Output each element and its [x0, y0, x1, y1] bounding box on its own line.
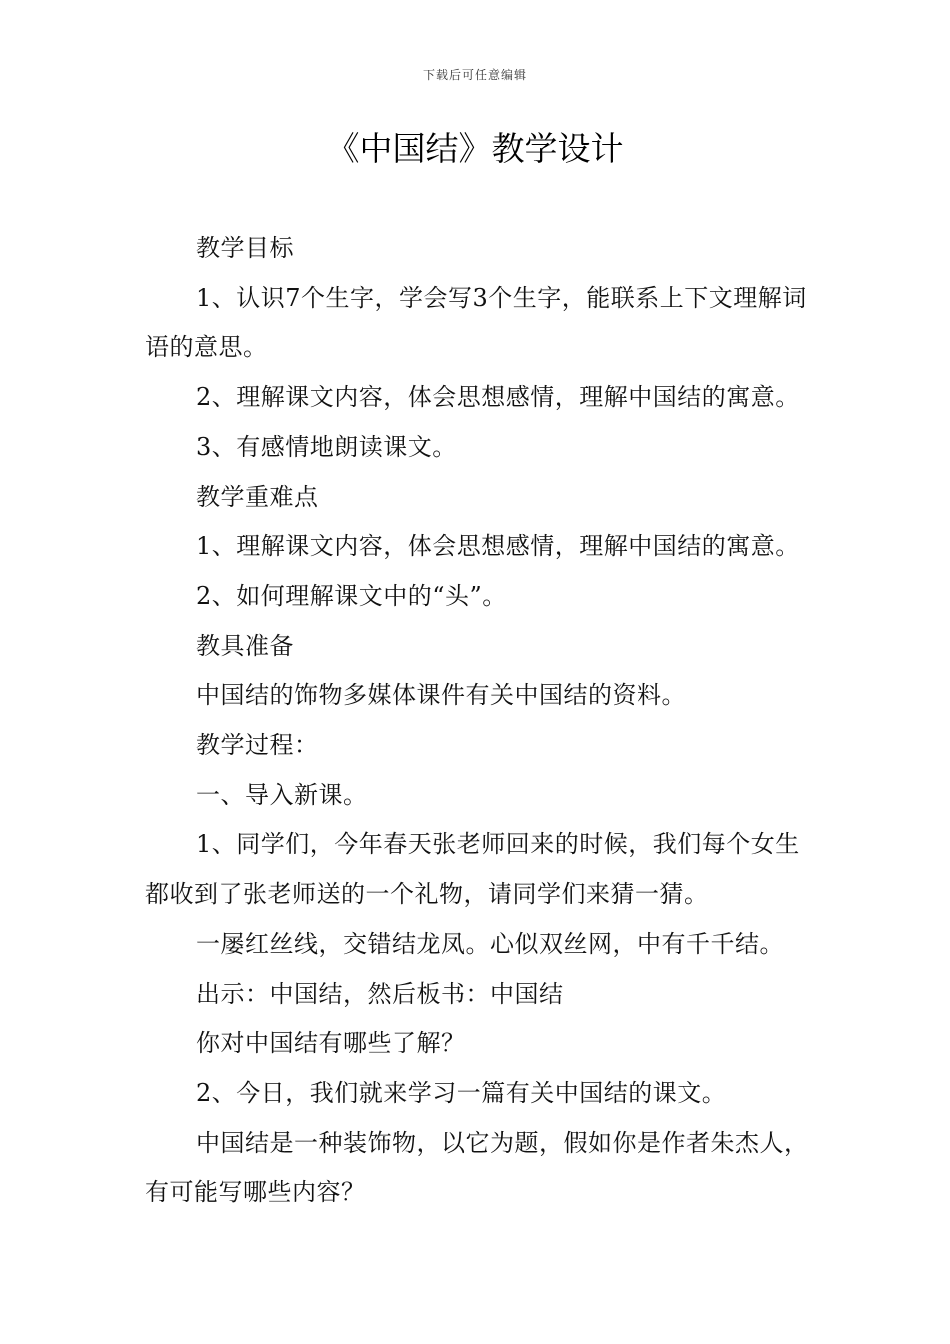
header-note: 下载后可任意编辑: [422, 68, 527, 82]
section-heading-objectives: 教学目标: [196, 234, 294, 262]
paragraph: 1、同学们，今年春天张老师回来的时候，我们每个女生都收到了张老师送的一个礼物，请同学们来猜一猜。: [145, 830, 800, 909]
paragraph: 出示：中国结，然后板书：中国结: [196, 979, 564, 1008]
paragraph: 2、理解课文内容，体会思想感情，理解中国结的寓意。: [196, 383, 800, 412]
paragraph: 一、导入新课。: [196, 780, 368, 809]
paragraph: 2、如何理解课文中的“头”。: [196, 581, 507, 610]
paragraph: 2、今日，我们就来学习一篇有关中国结的课文。: [196, 1078, 727, 1107]
paragraph: 中国结的饰物多媒体课件有关中国结的资料。: [196, 681, 686, 710]
document-title: 《中国结》教学设计: [326, 129, 624, 168]
paragraph: 3、有感情地朗读课文。: [196, 432, 457, 461]
section-heading-key-points: 教学重难点: [196, 482, 319, 511]
paragraph: 1、认识7个生字，学会写3个生字，能联系上下文理解词语的意思。: [145, 283, 807, 362]
document-body: [145, 224, 810, 1218]
paragraph: 中国结是一种装饰物，以它为题，假如你是作者朱杰人，有可能写哪些内容？: [145, 1128, 809, 1207]
paragraph: 1、理解课文内容，体会思想感情，理解中国结的寓意。: [196, 532, 800, 561]
section-heading-process: 教学过程：: [196, 731, 319, 760]
section-heading-materials: 教具准备: [196, 631, 294, 660]
paragraph: 你对中国结有哪些了解？: [196, 1029, 466, 1058]
paragraph: 一屡红丝线，交错结龙凤。心似双丝网，中有千千结。: [196, 929, 784, 958]
